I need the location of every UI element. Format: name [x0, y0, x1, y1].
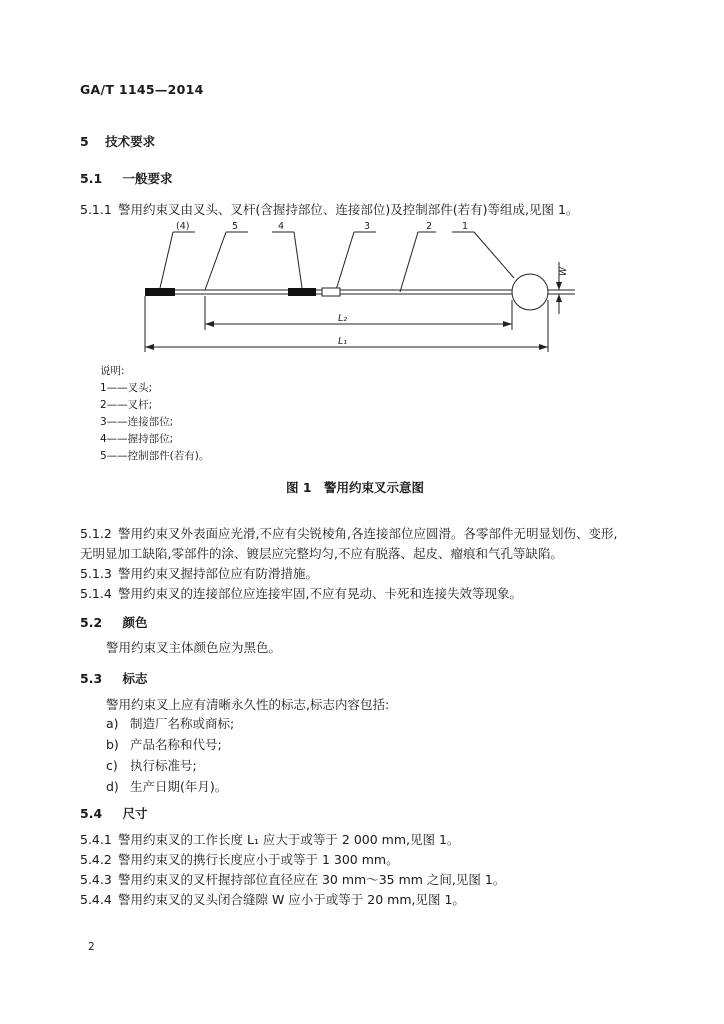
- list-text: 制造厂名称或商标;: [130, 716, 235, 731]
- legend-item: 4——握持部位;: [100, 433, 174, 445]
- clause-text: 警用约束叉的工作长度 L₁ 应大于或等于 2 000 mm,见图 1。: [118, 832, 460, 847]
- legend-item: 1——叉头;: [100, 382, 153, 394]
- clause-5-1-4: [80, 586, 522, 602]
- clause-text: 警用约束叉的叉头闭合缝隙 W 应小于或等于 20 mm,见图 1。: [118, 892, 465, 907]
- section-5-1-heading: [80, 171, 173, 187]
- l2-dimension-label: L₂: [338, 313, 348, 324]
- clause-number: 5.1.4: [80, 586, 112, 601]
- clause-text: 警用约束叉的叉杆握持部位直径应在 30 mm～35 mm 之间,见图 1。: [118, 872, 506, 887]
- legend-title: 说明:: [100, 365, 125, 377]
- list-item: [106, 758, 197, 774]
- clause-5-4-2: [80, 852, 399, 868]
- callout-label: 4: [278, 221, 285, 232]
- l1-dimension-label: L₁: [338, 336, 348, 347]
- leader-line: [160, 232, 173, 288]
- list-text: 生产日期(年月)。: [130, 779, 228, 794]
- section-number: 5.4: [80, 806, 103, 821]
- clause-text: 警用约束叉握持部位应有防滑措施。: [118, 566, 319, 581]
- section-number: 5.2: [80, 615, 103, 630]
- figure-1-diagram: [0, 215, 724, 365]
- callout-label: 1: [462, 221, 469, 232]
- section-title: 尺寸: [122, 806, 148, 821]
- list-label: c): [106, 758, 118, 773]
- callout-label: (4): [176, 221, 190, 232]
- clause-text-line: 无明显加工缺陷,零部件的涂、镀层应完整均匀,不应有脱落、起皮、瘤痕和气孔等缺陷。: [80, 546, 563, 561]
- section-5-2-heading: [80, 615, 148, 631]
- clause-number: 5.1.2: [80, 526, 112, 541]
- section-number: 5: [80, 134, 89, 149]
- list-label: a): [106, 716, 119, 731]
- list-item: [106, 716, 234, 732]
- leader-line: [474, 232, 514, 278]
- clause-5-1-2: [80, 526, 617, 542]
- leader-line: [336, 232, 354, 290]
- section-title: 颜色: [122, 615, 148, 630]
- section-5-3-heading: [80, 671, 148, 687]
- legend-item: 5——控制部件(若有)。: [100, 450, 210, 462]
- list-text: 执行标准号;: [130, 758, 197, 773]
- list-label: d): [106, 779, 119, 794]
- leader-line: [205, 232, 226, 290]
- paragraph: 警用约束叉上应有清晰永久性的标志,标志内容包括:: [106, 697, 390, 712]
- grip-part: [288, 288, 316, 296]
- clause-number: 5.1.3: [80, 566, 112, 581]
- list-text: 产品名称和代号;: [130, 737, 222, 752]
- legend-item: 3——连接部位;: [100, 416, 174, 428]
- callout-label: 2: [426, 221, 433, 232]
- clause-text: 警用约束叉的携行长度应小于或等于 1 300 mm。: [118, 852, 399, 867]
- clause-number: 5.4.1: [80, 832, 112, 847]
- section-title: 技术要求: [105, 134, 156, 149]
- clause-5-4-4: [80, 892, 465, 908]
- clause-number: 5.4.2: [80, 852, 112, 867]
- callout-label: 5: [232, 221, 239, 232]
- clause-number: 5.4.3: [80, 872, 112, 887]
- page-number: 2: [88, 941, 95, 953]
- section-title: 标志: [122, 671, 148, 686]
- standard-header: GA/T 1145—2014: [80, 82, 204, 97]
- legend-item: 2——叉杆;: [100, 399, 153, 411]
- list-item: [106, 737, 222, 753]
- clause-5-4-3: [80, 872, 505, 888]
- control-part-handle: [145, 288, 175, 296]
- clause-5-1-3: [80, 566, 318, 582]
- callout-label: 3: [364, 221, 371, 232]
- clause-text: 警用约束叉的连接部位应连接牢固,不应有晃动、卡死和连接失效等现象。: [118, 586, 522, 601]
- leader-line: [400, 232, 418, 292]
- clause-number: 5.4.4: [80, 892, 112, 907]
- connection-part: [322, 288, 340, 296]
- figure-caption: 图 1 警用约束叉示意图: [286, 480, 425, 495]
- list-item: [106, 779, 227, 795]
- clause-text-line: 警用约束叉外表面应光滑,不应有尖锐棱角,各连接部位应圆滑。各零部件无明显划伤、变形,: [118, 526, 618, 541]
- clause-text: 警用约束叉由叉头、叉杆(含握持部位、连接部位)及控制部件(若有)等组成,见图 1。: [118, 202, 579, 217]
- section-5-4-heading: [80, 806, 148, 822]
- leader-line: [294, 232, 302, 288]
- section-title: 一般要求: [122, 171, 173, 186]
- section-5-heading: [80, 134, 155, 150]
- clause-number: 5.1.1: [80, 202, 112, 217]
- section-number: 5.1: [80, 171, 103, 186]
- list-label: b): [106, 737, 119, 752]
- section-number: 5.3: [80, 671, 103, 686]
- clause-5-4-1: [80, 832, 459, 848]
- fork-head-loop: [512, 274, 548, 310]
- paragraph: 警用约束叉主体颜色应为黑色。: [106, 640, 282, 655]
- w-dimension-label: W: [559, 267, 569, 276]
